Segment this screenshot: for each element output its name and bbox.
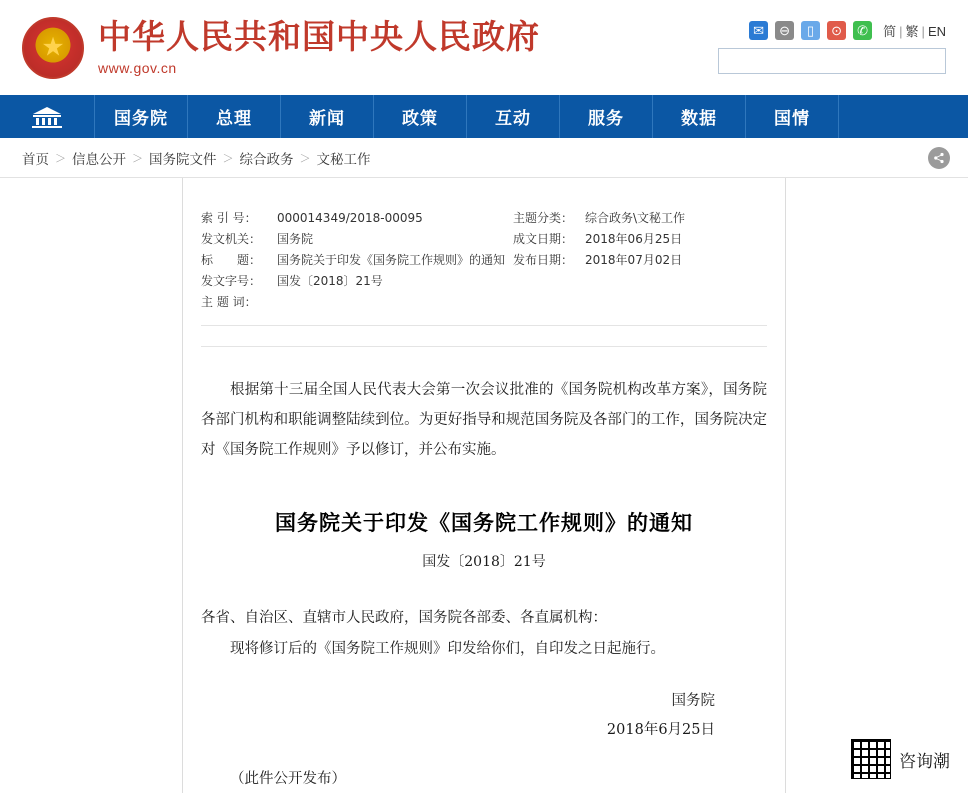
nav-item-fuwu[interactable]: 服务 [560,95,653,138]
meta-value-docnumber: 国发〔2018〕21号 [277,274,383,288]
wechat-icon[interactable]: ✆ [853,21,872,40]
minus-circle-icon[interactable]: ⊖ [775,21,794,40]
nav-item-hudong[interactable]: 互动 [467,95,560,138]
lang-sep-2: | [921,24,925,39]
meta-row-title [201,250,505,271]
site-title: 中华人民共和国中央人民政府 [98,17,540,57]
meta-value-publish-date: 2018年07月02日 [585,253,683,267]
breadcrumb-separator-2: ＞ [132,151,143,165]
nav-home-button[interactable] [0,95,95,138]
nav-item-guoqing[interactable]: 国情 [746,95,839,138]
meta-row-completed-date [513,229,767,250]
site-url: www.gov.cn [98,59,177,76]
nav-item-shuju[interactable]: 数据 [653,95,746,138]
meta-label-publish-date: 发布日期： [513,253,574,267]
nav-item-zhengce[interactable]: 政策 [374,95,467,138]
watermark-block [851,739,950,779]
meta-column-left [201,208,505,313]
meta-label-issuer: 发文机关： [201,232,262,246]
language-switcher [883,21,946,40]
breadcrumb-item-documents[interactable]: 国务院文件 [149,151,217,168]
document-main-text: 现将修订后的《国务院工作规则》印发给你们，自印发之日起施行。 [230,641,665,657]
meta-value-completed-date: 2018年06月25日 [585,232,683,246]
breadcrumb-item-disclosure[interactable]: 信息公开 [72,151,126,168]
document-body [201,346,767,788]
site-header [0,0,968,95]
mobile-icon[interactable]: ▯ [801,21,820,40]
share-icon[interactable] [928,147,950,169]
weibo-icon[interactable]: ⊙ [827,21,846,40]
document-meta-table [201,208,767,326]
document-column [182,178,786,793]
meta-row-keywords [201,292,505,313]
search-input[interactable] [719,49,945,73]
document-title: 国务院关于印发《国务院工作规则》的通知 [275,510,693,535]
header-icon-row [749,21,946,40]
meta-label-docnumber: 发文字号： [201,274,262,288]
breadcrumb-item-general-affairs[interactable]: 综合政务 [239,151,294,168]
nav-item-xinwen[interactable]: 新闻 [281,95,374,138]
national-emblem-icon [22,17,84,79]
document-signature-block [201,687,767,745]
lang-traditional-link[interactable]: 繁 [905,24,919,39]
document-number: 国发〔2018〕21号 [422,554,546,570]
main-nav [0,95,968,138]
meta-value-index: 000014349/2018-00095 [277,211,423,225]
nav-item-guowuyuan[interactable]: 国务院 [95,95,188,138]
header-right-zone [718,21,950,74]
meta-row-docnumber [201,271,505,292]
breadcrumb-separator-3: ＞ [222,151,234,165]
document-recipient: 各省、自治区、直辖市人民政府，国务院各部委、各直属机构： [201,610,607,626]
meta-row-index [201,208,505,229]
breadcrumb-separator-1: ＞ [55,151,66,165]
meta-row-category [513,208,767,229]
meta-value-title: 国务院关于印发《国务院工作规则》的通知 [277,253,506,267]
document-publication-note: （此件公开发布） [230,771,346,787]
document-sign-date: 2018年6月25日 [606,722,715,738]
breadcrumb-item-home[interactable]: 首页 [22,151,49,168]
breadcrumb-separator-4: ＞ [299,151,311,165]
meta-value-issuer: 国务院 [277,232,314,246]
meta-column-right [505,208,767,313]
meta-label-category: 主题分类： [513,211,574,225]
lang-sep-1: | [899,24,903,39]
lang-simplified-link[interactable]: 简 [883,24,897,39]
meta-label-keywords: 主 题 词： [201,295,257,309]
meta-label-completed-date: 成文日期： [513,232,574,246]
nav-item-zongli[interactable]: 总理 [188,95,281,138]
document-lead-paragraph: 根据第十三届全国人民代表大会第一次会议批准的《国务院机构改革方案》，国务院各部门机构和职能调整陆续到位。为更好指导和规范国务院及各部门的工作，国务院决定对《国务院工作规则》予以修订，并公布实施。 [201,382,767,458]
meta-row-publish-date [513,250,767,271]
search-box[interactable] [718,48,946,74]
lang-english-link[interactable]: EN [927,24,946,39]
meta-label-title: 标 题： [201,253,262,267]
site-brand[interactable] [98,19,540,75]
document-signer: 国务院 [671,693,715,709]
gov-building-icon [27,105,67,129]
breadcrumb-item-secretarial-work[interactable]: 文秘工作 [316,151,371,168]
meta-value-category: 综合政务\文秘工作 [585,211,686,225]
watermark-label: 咨询潮 [899,751,950,772]
breadcrumb [0,138,968,178]
mail-icon[interactable]: ✉ [749,21,768,40]
meta-label-index: 索 引 号： [201,211,257,225]
content-area [0,178,968,793]
meta-row-issuer [201,229,505,250]
qr-code-icon [851,739,891,779]
